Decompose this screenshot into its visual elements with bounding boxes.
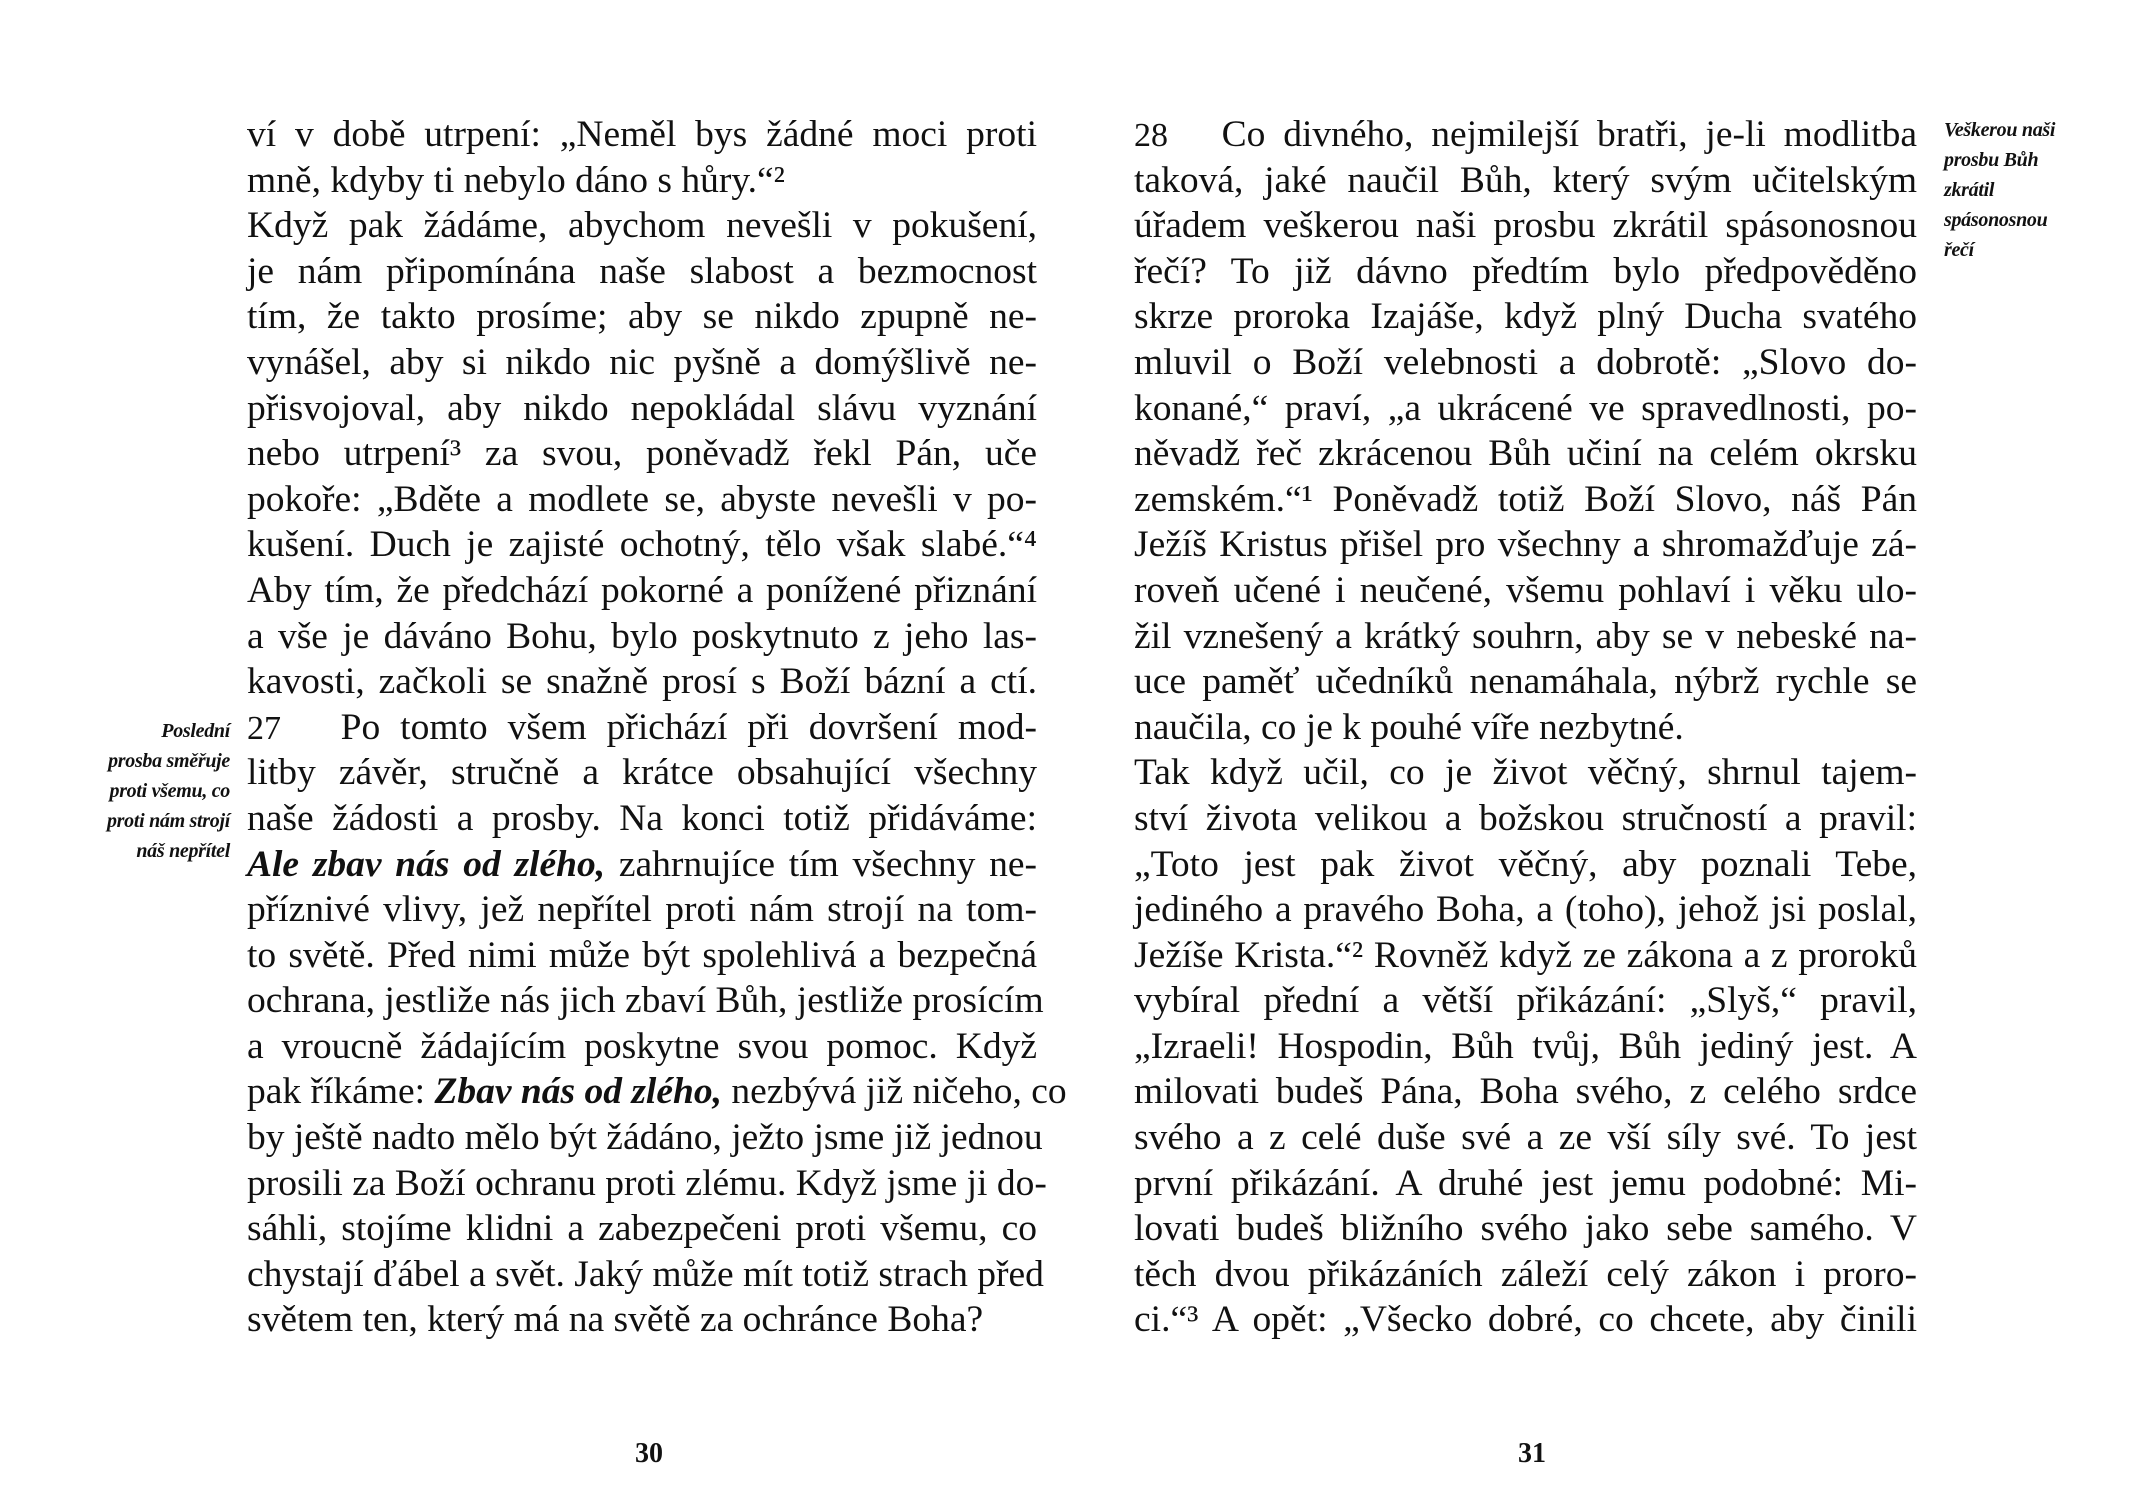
text-line: mně, kdyby ti nebylo dáno s hůry.“² [247, 159, 785, 201]
text-line: konané,“ praví, „a ukrácené ve spravedlnosti, po- [1134, 387, 1917, 429]
text-line: mluvil o Boží velebnosti a dobrotě: „Slovo do- [1134, 341, 1917, 383]
margin-note-line: náš nepřítel [136, 840, 230, 862]
text-line: něvadž řeč zkrácenou Bůh učiní na celém okrsku [1134, 433, 1917, 475]
text-line: prosili za Boží ochranu proti zlému. Když jsme ji do- [247, 1162, 1047, 1204]
text-line: „Toto jest pak život věčný, aby poznali Tebe, [1134, 843, 1917, 885]
text-line: těch dvou přikázáních záleží celý zákon i proro- [1134, 1253, 1917, 1295]
text-line: je nám připomínána naše slabost a bezmocnost [247, 250, 1037, 292]
text-line: litby závěr, stručně a krátce obsahující všechny [247, 752, 1037, 794]
text-line: zemském.“¹ Poněvadž totiž Boží Slovo, náš Pán [1134, 478, 1917, 520]
text-line: přisvojoval, aby nikdo nepokládal slávu vyznání [247, 387, 1037, 429]
text-line: Ježíše Krista.“² Rovněž když ze zákona a z proroků [1134, 934, 1917, 976]
text-line: ví v době utrpení: „Neměl bys žádné moci proti [247, 114, 1037, 155]
margin-note-line: prosbu Bůh [1944, 149, 2039, 171]
text-line: úřadem veškerou naši prosbu zkrátil spásonosnou [1134, 205, 1917, 247]
text-line: svého a z celé duše své a ze vší síly své. To jest [1134, 1117, 1917, 1159]
section-number: 28 [1134, 117, 1168, 154]
text-line: taková, jaké naučil Bůh, který svým učitelským [1134, 159, 1917, 201]
text-line: žil vznešený a krátký souhrn, aby se v nebeské na- [1134, 615, 1917, 657]
text-line: příznivé vlivy, jež nepřítel proti nám strojí na tom- [247, 889, 1037, 931]
page-number-left: 30 [635, 1438, 663, 1469]
section-number: 27 [247, 709, 281, 747]
text-line: Ježíš Kristus přišel pro všechny a shromažďuje zá- [1134, 524, 1917, 566]
text-line: světem ten, který má na světě za ochránce Boha? [247, 1299, 984, 1341]
margin-note-line: proti nám strojí [106, 810, 230, 832]
text-line: jediného a pravého Boha, a (toho), jehož jsi poslal, [1134, 889, 1917, 931]
left-page-text [247, 112, 1067, 1343]
text-line: ci.“³ A opět: „Všecko dobré, co chcete, aby činili [1134, 1299, 1917, 1341]
text-line: a vše je dáváno Bohu, bylo poskytnuto z jeho las- [247, 615, 1037, 657]
text-line: naše žádosti a prosby. Na konci totiž přidáváme: [247, 797, 1037, 839]
text-line: ství života velikou a božskou stručností a pravil: [1134, 797, 1917, 839]
text-line: uce paměť učedníků nenamáhala, nýbrž rychle se [1134, 661, 1917, 703]
text-line: kavosti, začkoli se snažně prosí s Boží bázní a ctí. [247, 661, 1037, 703]
text-line-with-italic [247, 1069, 1067, 1115]
text-line: řečí? To již dávno předtím bylo předpověděno [1134, 250, 1917, 292]
text-segment: nezbývá již ničeho, co [721, 1071, 1067, 1113]
margin-note-line: proti všemu, co [109, 780, 230, 802]
text-line: by ještě nadto mělo být žádáno, ježto jsme již jednou [247, 1117, 1043, 1159]
text-segment: Co divného, nejmilejší bratři, je-li modlitba [1221, 114, 1917, 155]
text-line: milovati budeš Pána, Boha svého, z celého srdce [1134, 1071, 1917, 1113]
margin-note-left [30, 716, 230, 866]
text-line: to světě. Před nimi může být spolehlivá a bezpečná [247, 934, 1037, 976]
margin-note-line: Veškerou naši [1944, 119, 2056, 141]
text-line: a vroucně žádajícím poskytne svou pomoc. Když [247, 1025, 1037, 1067]
text-line: tím, že takto prosíme; aby se nikdo zpupně ne- [247, 296, 1037, 338]
margin-note-line: prosba směřuje [108, 750, 230, 772]
text-line: nebo utrpení³ za svou, poněvadž řekl Pán, uče [247, 433, 1037, 475]
margin-note-line: Poslední [161, 720, 230, 742]
text-line: naučila, co je k pouhé víře nezbytné. [1134, 706, 1684, 748]
text-line: Aby tím, že předchází pokorné a ponížené přiznání [247, 569, 1037, 611]
margin-note-line: řečí [1944, 239, 1974, 261]
page-number-right: 31 [1518, 1438, 1546, 1469]
text-line: „Izraeli! Hospodin, Bůh tvůj, Bůh jediný jest. A [1134, 1025, 1917, 1067]
text-line: roveň učené i neučené, všemu pohlaví i věku ulo- [1134, 569, 1917, 611]
text-line: Tak když učil, co je život věčný, shrnul tajem- [1134, 752, 1917, 794]
right-page-text [1134, 112, 1917, 1343]
text-segment: zahrnujíce tím všechny ne- [605, 843, 1037, 885]
text-line: vynášel, aby si nikdo nic pyšně a domýšlivě ne- [247, 341, 1037, 383]
text-line-with-italic [247, 842, 1037, 888]
italic-phrase: Ale zbav nás od zlého, [247, 843, 606, 885]
text-line: chystají ďábel a svět. Jaký může mít totiž strach před [247, 1253, 1044, 1295]
margin-note-line: zkrátil [1944, 179, 1995, 201]
text-segment: Po tomto všem přichází při dovršení mod- [340, 706, 1037, 748]
text-segment: pak říkáme: [247, 1071, 435, 1113]
text-line: lovati budeš bližního svého jako sebe samého. V [1134, 1208, 1917, 1250]
text-line: kušení. Duch je zajisté ochotný, tělo však slabé.“⁴ [247, 524, 1037, 566]
margin-note-right [1944, 115, 2139, 265]
text-line: skrze proroka Izajáše, když plný Ducha svatého [1134, 296, 1917, 338]
margin-note-line: spásonosnou [1944, 209, 2048, 231]
italic-phrase: Zbav nás od zlého, [434, 1071, 722, 1113]
text-line: první přikázání. A druhé jest jemu podobné: Mi- [1134, 1162, 1917, 1204]
text-line: pokoře: „Bděte a modlete se, abyste nevešli v po- [247, 478, 1037, 520]
section-first-line [1134, 112, 1917, 158]
text-line: vybíral přední a větší přikázání: „Slyš,“ pravil, [1134, 980, 1917, 1022]
text-line: ochrana, jestliže nás jich zbaví Bůh, jestliže prosícím [247, 980, 1044, 1022]
text-line: Když pak žádáme, abychom nevešli v pokušení, [247, 205, 1037, 247]
text-line: sáhli, stojíme klidni a zabezpečeni proti všemu, co [247, 1208, 1037, 1250]
section-first-line [247, 705, 1037, 751]
